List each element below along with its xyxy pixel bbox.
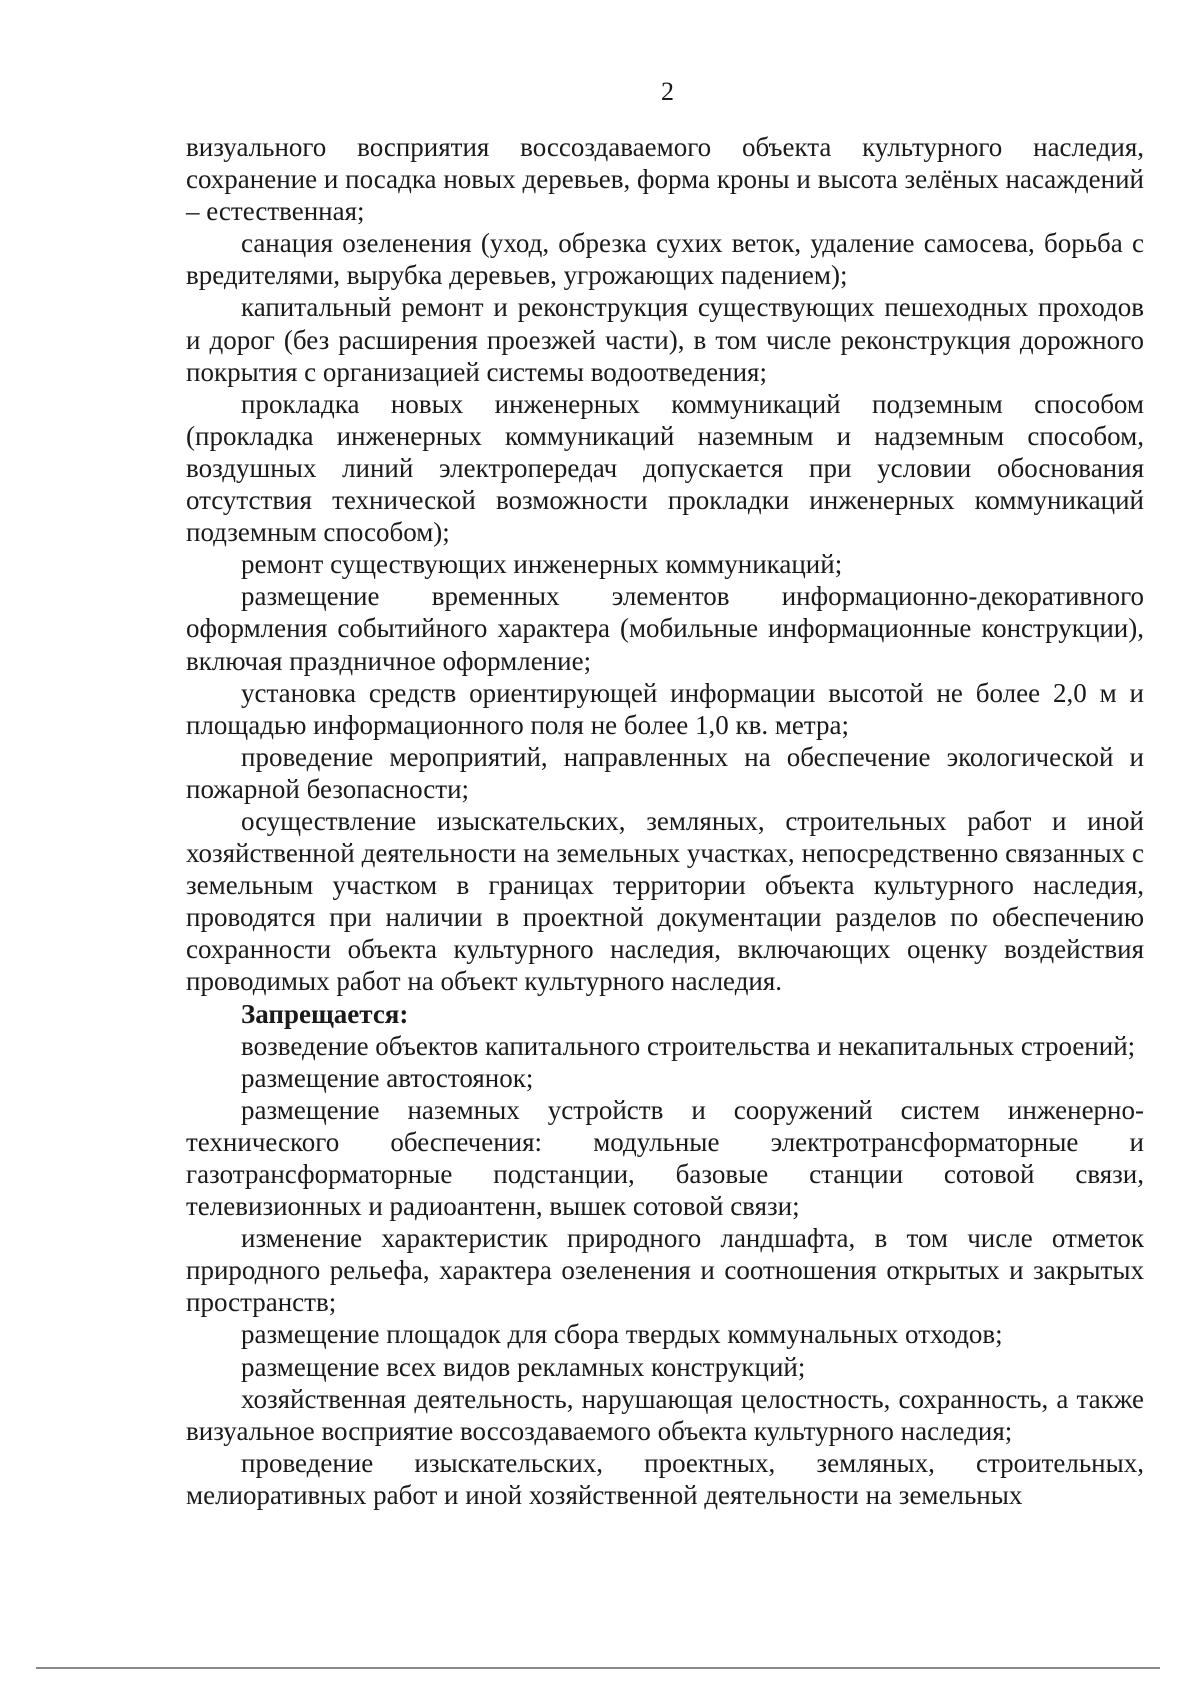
paragraph: установка средств ориентирующей информации высотой не более 2,0 м и площадью информационного поля не более 1,0 кв. метра; (186, 677, 1144, 740)
paragraph: осуществление изыскательских, земляных, строительных работ и иной хозяйственной деятельности на земельных участках, непосредственно связанных с земельным участком в границах территории объекта культурного наследия, проводятся при наличии в проектной документации разделов по обеспечению сохранности объекта культурного наследия, включающих оценку воздействия проводимых работ на объект культурного наследия. (186, 805, 1144, 997)
paragraph: размещение всех видов рекламных конструкций; (241, 1351, 806, 1382)
paragraph: санация озеленения (уход, обрезка сухих веток, удаление самосева, борьба с вредителями, вырубка деревьев, угрожающих падением); (186, 228, 1144, 291)
paragraph: проведение мероприятий, направленных на обеспечение экологической и пожарной безопасности; (186, 741, 1144, 804)
paragraph: проведение изыскательских, проектных, земляных, строительных, мелиоративных работ и иной хозяйственной деятельности на земельных (186, 1447, 1144, 1510)
paragraph-continuation: визуального восприятия воссоздаваемого объекта культурного наследия, сохранение и посадка новых деревьев, форма кроны и высота зелёных насаждений – естественная; (186, 132, 1144, 227)
paragraph: возведение объектов капитального строительства и некапитальных строений; (241, 1030, 1136, 1061)
section-heading: Запрещается: (241, 998, 409, 1029)
paragraph: размещение наземных устройств и сооружений систем инженерно-технического обеспечения: модульные электротрансформаторные и газотрансформаторные подстанции, базовые станции сотовой связи, телевизионных и радиоантенн, вышек сотовой связи; (186, 1094, 1144, 1222)
paragraph: ремонт существующих инженерных коммуникаций; (241, 549, 843, 580)
paragraph: хозяйственная деятельность, нарушающая целостность, сохранность, а также визуальное восприятие воссоздаваемого объекта культурного наследия; (186, 1383, 1144, 1446)
paragraph: размещение временных элементов информационно-декоративного оформления событийного характера (мобильные информационные конструкции), включая праздничное оформление; (186, 581, 1144, 676)
page-number: 2 (661, 77, 674, 106)
document-body (186, 131, 1144, 1511)
paragraph: размещение площадок для сбора твердых коммунальных отходов; (241, 1319, 1003, 1350)
paragraph: изменение характеристик природного ландшафта, в том числе отметок природного рельефа, характера озеленения и соотношения открытых и закрытых пространств; (186, 1223, 1144, 1318)
paragraph: прокладка новых инженерных коммуникаций подземным способом (прокладка инженерных коммуникаций наземным и надземным способом, воздушных линий электропередач допускается при условии обоснования отсутствия технической возможности прокладки инженерных коммуникаций подземным способом); (186, 388, 1144, 548)
bottom-scan-line (36, 1667, 1160, 1669)
paragraph: размещение автостоянок; (241, 1062, 534, 1093)
paragraph: капитальный ремонт и реконструкция существующих пешеходных проходов и дорог (без расширения проезжей части), в том числе реконструкция дорожного покрытия с организацией системы водоотведения; (186, 292, 1144, 387)
